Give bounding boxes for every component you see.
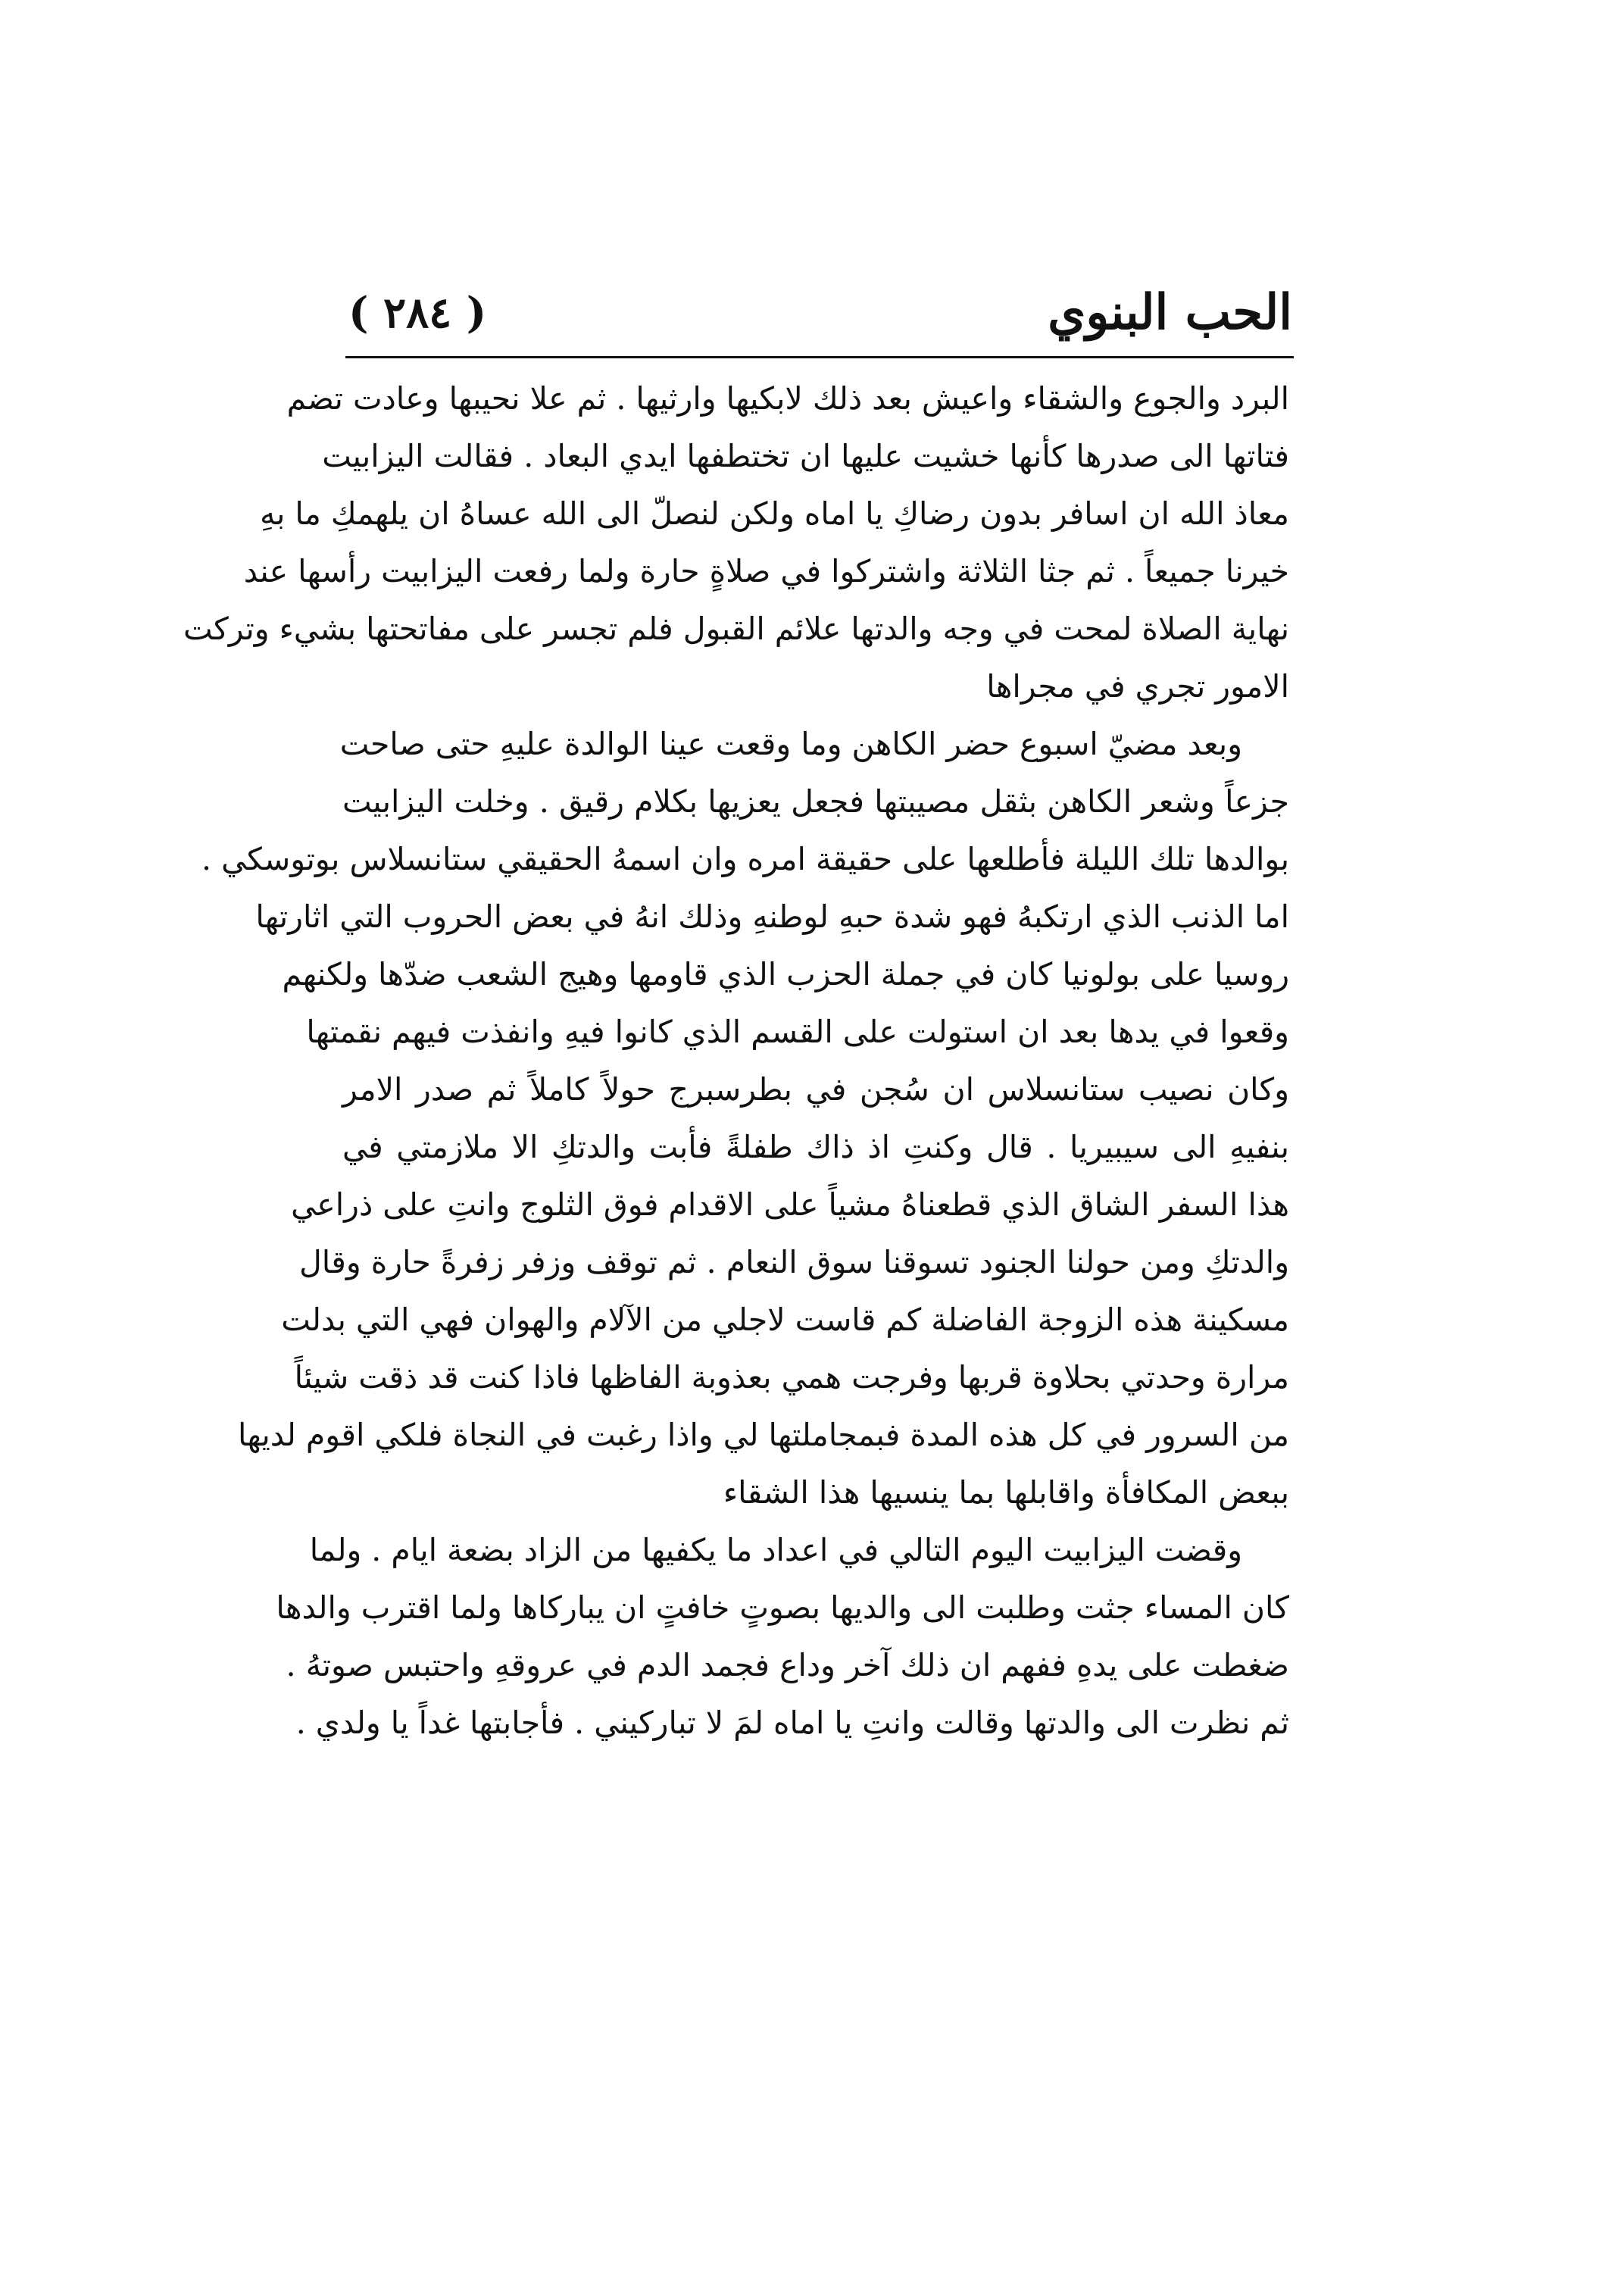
text-line: روسيا على بولونيا كان في جملة الحزب الذي قاومها وهيج الشعب ضدّها ولكنهم — [282, 956, 1289, 992]
text-line: وقعوا في يدها بعد ان استولت على القسم الذي كانوا فيهِ وانفذت فيهم نقمتها — [306, 1014, 1289, 1050]
body-text — [183, 370, 1289, 1752]
text-line: اما الذنب الذي ارتكبهُ فهو شدة حبهِ لوطنهِ وذلك انهُ في بعض الحروب التي اثارتها — [255, 899, 1289, 935]
page-number: ( ٢٨٤ ) — [348, 288, 487, 338]
text-line: البرد والجوع والشقاء واعيش بعد ذلك لابكيها وارثيها . ثم علا نحيبها وعادت تضم — [286, 380, 1289, 417]
text-line: ضغطت على يدهِ ففهم ان ذلك آخر وداع فجمد الدم في عروقهِ واحتبس صوتهُ . — [286, 1647, 1289, 1683]
text-line: مرارة وحدتي بحلاوة قربها وفرجت همي بعذوبة الفاظها فاذا كنت قد ذقت شيئاً — [294, 1359, 1289, 1396]
text-line: هذا السفر الشاق الذي قطعناهُ مشياً على الاقدام فوق الثلوج وانتِ على ذراعي — [291, 1186, 1289, 1223]
text-line: مسكينة هذه الزوجة الفاضلة كم قاست لاجلي من الآلام والهوان فهي التي بدلت — [281, 1302, 1289, 1338]
text-line: ثم نظرت الى والدتها وقالت وانتِ يا اماه لمَ لا تباركيني . فأجابتها غداً يا ولدي . — [295, 1705, 1289, 1741]
running-title: الحب البنوي — [1048, 284, 1292, 341]
text-line: نهاية الصلاة لمحت في وجه والدتها علائم القبول فلم تجسر على مفاتحتها بشيء وتركت — [183, 611, 1289, 647]
text-line: من السرور في كل هذه المدة فبمجاملتها لي واذا رغبت في النجاة فلكي اقوم لديها — [238, 1417, 1289, 1453]
text-line: ببعض المكافأة واقابلها بما ينسيها هذا الشقاء — [723, 1474, 1289, 1511]
page-header — [348, 279, 1292, 347]
text-line: الامور تجري في مجراها — [986, 668, 1289, 705]
text-line: بنفيهِ الى سيبيريا . قال وكنتِ اذ ذاك طفلةً فأبت والدتكِ الا ملازمتي في — [342, 1129, 1289, 1165]
text-line: وقضت اليزابيت اليوم التالي في اعداد ما يكفيها من الزاد بضعة ايام . ولما — [309, 1532, 1242, 1568]
text-line: فتاتها الى صدرها كأنها خشيت عليها ان تختطفها ايدي البعاد . فقالت اليزابيت — [322, 438, 1289, 474]
text-line: وكان نصيب ستانسلاس ان سُجن في بطرسبرج حولاً كاملاً ثم صدر الامر — [342, 1071, 1289, 1108]
text-line: جزعاً وشعر الكاهن بثقل مصيبتها فجعل يعزيها بكلام رقيق . وخلت اليزابيت — [342, 783, 1289, 820]
text-line: وبعد مضيّ اسبوع حضر الكاهن وما وقعت عينا الوالدة عليهِ حتى صاحت — [339, 726, 1242, 762]
text-line: خيرنا جميعاً . ثم جثا الثلاثة واشتركوا في صلاةٍ حارة ولما رفعت اليزابيت رأسها عند — [243, 553, 1289, 589]
text-line: كان المساء جثت وطلبت الى والديها بصوتٍ خافتٍ ان يباركاها ولما اقترب والدها — [276, 1589, 1289, 1626]
text-line: والدتكِ ومن حولنا الجنود تسوقنا سوق النعام . ثم توقف وزفر زفرةً حارة وقال — [299, 1244, 1289, 1280]
text-line: بوالدها تلك الليلة فأطلعها على حقيقة امره وان اسمهُ الحقيقي ستانسلاس بوتوسكي . — [201, 841, 1289, 877]
header-rule — [345, 356, 1294, 358]
text-line: معاذ الله ان اسافر بدون رضاكِ يا اماه ولكن لنصلّ الى الله عساهُ ان يلهمكِ ما بهِ — [260, 495, 1289, 532]
